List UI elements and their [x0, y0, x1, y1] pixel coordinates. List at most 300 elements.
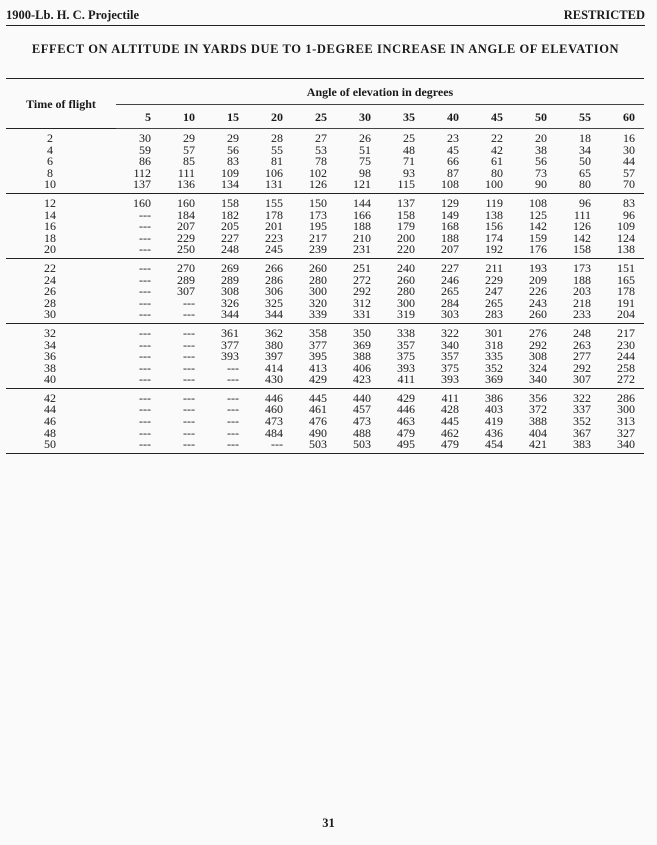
altitude-value-cell: 83: [600, 193, 644, 209]
altitude-value-cell: 191: [617, 295, 635, 310]
altitude-value-cell: 80: [579, 177, 591, 192]
angle-header-cell: 60: [600, 105, 644, 129]
altitude-value-cell: 231: [353, 242, 371, 257]
altitude-value-cell: 357: [397, 337, 415, 352]
altitude-value-cell: 65: [579, 165, 591, 180]
altitude-value-cell: 393: [441, 372, 459, 387]
altitude-value-cell: ---: [139, 402, 151, 417]
altitude-value-cell: 337: [573, 402, 591, 417]
altitude-value-cell: 223: [265, 230, 283, 245]
altitude-value-cell: 108: [512, 193, 556, 209]
altitude-value-cell: 93: [403, 165, 415, 180]
angle-header-cell: 10: [160, 105, 204, 129]
altitude-value-cell: 108: [441, 177, 459, 192]
altitude-value-cell: 411: [424, 388, 468, 404]
time-of-flight-cell: 26: [44, 284, 56, 299]
altitude-value-cell: 29: [160, 129, 204, 145]
altitude-value-cell: 111: [177, 165, 195, 180]
altitude-value-cell: 244: [617, 349, 635, 364]
angle-header-cell: 30: [336, 105, 380, 129]
altitude-value-cell: 195: [309, 219, 327, 234]
altitude-value-cell: ---: [227, 402, 239, 417]
altitude-value-cell: 303: [441, 307, 459, 322]
altitude-value-cell: 243: [529, 295, 547, 310]
altitude-value-cell: 276: [512, 323, 556, 339]
altitude-value-cell: 361: [204, 323, 248, 339]
altitude-value-cell: 178: [617, 284, 635, 299]
altitude-value-cell: 59: [139, 142, 151, 157]
altitude-value-cell: 461: [309, 402, 327, 417]
altitude-value-cell: 280: [309, 272, 327, 287]
altitude-value-cell: 300: [397, 295, 415, 310]
altitude-value-cell: 247: [485, 284, 503, 299]
altitude-value-cell: 27: [292, 129, 336, 145]
altitude-value-cell: 413: [309, 360, 327, 375]
altitude-value-cell: 289: [177, 272, 195, 287]
altitude-value-cell: 358: [292, 323, 336, 339]
altitude-value-cell: 188: [441, 230, 459, 245]
altitude-value-cell: 210: [353, 230, 371, 245]
altitude-value-cell: ---: [139, 372, 151, 387]
altitude-value-cell: 369: [353, 337, 371, 352]
altitude-value-cell: 111: [573, 207, 591, 222]
altitude-value-cell: 352: [485, 360, 503, 375]
altitude-value-cell: 57: [623, 165, 635, 180]
altitude-value-cell: 246: [441, 272, 459, 287]
altitude-value-cell: 423: [353, 372, 371, 387]
altitude-value-cell: ---: [116, 439, 160, 453]
altitude-value-cell: ---: [183, 307, 195, 322]
altitude-value-cell: ---: [139, 219, 151, 234]
altitude-value-cell: 188: [353, 219, 371, 234]
altitude-value-cell: 260: [397, 272, 415, 287]
altitude-value-cell: ---: [227, 360, 239, 375]
altitude-value-cell: 71: [403, 154, 415, 169]
altitude-value-cell: 272: [353, 272, 371, 287]
header-rule: [6, 25, 645, 26]
altitude-value-cell: 176: [529, 242, 547, 257]
time-of-flight-cell: 16: [44, 219, 56, 234]
altitude-value-cell: 457: [353, 402, 371, 417]
altitude-value-cell: 156: [485, 219, 503, 234]
altitude-value-cell: 173: [556, 258, 600, 274]
altitude-value-cell: 229: [485, 272, 503, 287]
altitude-value-cell: 397: [265, 349, 283, 364]
altitude-value-cell: 300: [309, 284, 327, 299]
altitude-value-cell: 325: [265, 295, 283, 310]
altitude-value-cell: 284: [441, 295, 459, 310]
altitude-value-cell: 66: [447, 154, 459, 169]
altitude-value-cell: 383: [556, 439, 600, 453]
altitude-value-cell: 86: [139, 154, 151, 169]
altitude-value-cell: 150: [292, 193, 336, 209]
altitude-value-cell: 350: [336, 323, 380, 339]
altitude-value-cell: 344: [221, 307, 239, 322]
altitude-value-cell: 96: [623, 207, 635, 222]
altitude-value-cell: 286: [600, 388, 644, 404]
altitude-value-cell: 265: [485, 295, 503, 310]
altitude-value-cell: 318: [485, 337, 503, 352]
altitude-value-cell: 404: [529, 425, 547, 440]
time-of-flight-cell: 6: [47, 154, 53, 169]
altitude-value-cell: 22: [468, 129, 512, 145]
altitude-value-cell: 473: [265, 414, 283, 429]
altitude-value-cell: 44: [623, 154, 635, 169]
altitude-value-cell: 98: [359, 165, 371, 180]
altitude-value-cell: ---: [227, 425, 239, 440]
altitude-value-cell: 30: [623, 142, 635, 157]
altitude-value-cell: 29: [204, 129, 248, 145]
altitude-value-cell: 28: [248, 129, 292, 145]
altitude-value-cell: 87: [447, 165, 459, 180]
altitude-value-cell: 109: [221, 165, 239, 180]
time-of-flight-cell: 2: [6, 129, 116, 145]
altitude-value-cell: 344: [265, 307, 283, 322]
altitude-value-cell: 272: [617, 372, 635, 387]
altitude-value-cell: 436: [485, 425, 503, 440]
altitude-value-cell: 454: [468, 439, 512, 453]
altitude-value-cell: ---: [183, 414, 195, 429]
altitude-value-cell: 393: [397, 360, 415, 375]
time-of-flight-cell: 4: [47, 142, 53, 157]
altitude-value-cell: 144: [336, 193, 380, 209]
altitude-value-cell: ---: [139, 307, 151, 322]
altitude-value-cell: 121: [353, 177, 371, 192]
time-of-flight-cell: 12: [6, 193, 116, 209]
time-of-flight-cell: 30: [44, 307, 56, 322]
altitude-value-cell: 200: [397, 230, 415, 245]
altitude-value-cell: ---: [248, 439, 292, 453]
altitude-value-cell: 220: [397, 242, 415, 257]
altitude-value-cell: 56: [535, 154, 547, 169]
altitude-value-cell: 184: [177, 207, 195, 222]
altitude-value-cell: 78: [315, 154, 327, 169]
altitude-value-cell: 428: [441, 402, 459, 417]
time-of-flight-cell: 32: [6, 323, 116, 339]
altitude-value-cell: 411: [397, 372, 415, 387]
time-of-flight-cell: 20: [44, 242, 56, 257]
altitude-value-cell: 414: [265, 360, 283, 375]
altitude-value-cell: ---: [139, 272, 151, 287]
altitude-value-cell: ---: [139, 337, 151, 352]
altitude-value-cell: ---: [183, 425, 195, 440]
altitude-value-cell: 393: [221, 349, 239, 364]
altitude-value-cell: 73: [535, 165, 547, 180]
altitude-value-cell: 160: [116, 193, 160, 209]
altitude-value-cell: 429: [309, 372, 327, 387]
altitude-value-cell: 339: [309, 307, 327, 322]
altitude-value-cell: 270: [160, 258, 204, 274]
altitude-value-cell: 440: [336, 388, 380, 404]
angle-header-cell: 35: [380, 105, 424, 129]
altitude-value-cell: 289: [221, 272, 239, 287]
altitude-value-cell: 168: [441, 219, 459, 234]
altitude-value-cell: 138: [617, 242, 635, 257]
altitude-value-cell: 248: [221, 242, 239, 257]
altitude-value-cell: 50: [579, 154, 591, 169]
altitude-value-cell: 109: [617, 219, 635, 234]
altitude-value-cell: 124: [617, 230, 635, 245]
altitude-value-cell: 178: [265, 207, 283, 222]
altitude-value-cell: ---: [139, 242, 151, 257]
altitude-value-cell: 53: [315, 142, 327, 157]
altitude-value-cell: 142: [529, 219, 547, 234]
altitude-value-cell: 331: [353, 307, 371, 322]
altitude-value-cell: 445: [292, 388, 336, 404]
altitude-value-cell: 308: [221, 284, 239, 299]
altitude-value-cell: ---: [139, 425, 151, 440]
altitude-value-cell: 20: [512, 129, 556, 145]
altitude-value-cell: 16: [600, 129, 644, 145]
altitude-value-cell: 292: [529, 337, 547, 352]
altitude-value-cell: 158: [204, 193, 248, 209]
altitude-value-cell: 460: [265, 402, 283, 417]
altitude-value-cell: 307: [177, 284, 195, 299]
altitude-value-cell: 174: [485, 230, 503, 245]
altitude-value-cell: 126: [309, 177, 327, 192]
altitude-value-cell: 131: [265, 177, 283, 192]
altitude-value-cell: 250: [177, 242, 195, 257]
altitude-value-cell: ---: [139, 360, 151, 375]
altitude-value-cell: 372: [529, 402, 547, 417]
altitude-value-cell: 158: [397, 207, 415, 222]
altitude-value-cell: 430: [265, 372, 283, 387]
altitude-value-cell: ---: [116, 258, 160, 274]
angle-header-cell: 5: [116, 105, 160, 129]
altitude-value-cell: 490: [309, 425, 327, 440]
altitude-value-cell: 324: [529, 360, 547, 375]
altitude-value-cell: 158: [573, 242, 591, 257]
time-of-flight-cell: 28: [44, 295, 56, 310]
altitude-value-cell: 23: [424, 129, 468, 145]
altitude-value-cell: ---: [139, 207, 151, 222]
altitude-value-cell: 395: [309, 349, 327, 364]
altitude-value-cell: 322: [424, 323, 468, 339]
altitude-value-cell: 300: [617, 402, 635, 417]
altitude-value-cell: 362: [248, 323, 292, 339]
altitude-value-cell: 266: [248, 258, 292, 274]
altitude-value-cell: ---: [139, 230, 151, 245]
altitude-value-cell: 55: [271, 142, 283, 157]
altitude-value-cell: ---: [183, 337, 195, 352]
altitude-value-cell: 96: [556, 193, 600, 209]
altitude-value-cell: 192: [485, 242, 503, 257]
altitude-value-cell: 479: [424, 439, 468, 453]
angle-header-cell: 25: [292, 105, 336, 129]
altitude-value-cell: 260: [529, 307, 547, 322]
altitude-value-cell: 446: [397, 402, 415, 417]
altitude-value-cell: 26: [336, 129, 380, 145]
time-of-flight-cell: 50: [6, 439, 116, 453]
page-header: [6, 8, 645, 23]
altitude-value-cell: 322: [556, 388, 600, 404]
altitude-value-cell: 137: [380, 193, 424, 209]
altitude-value-cell: 233: [573, 307, 591, 322]
altitude-value-cell: 306: [265, 284, 283, 299]
altitude-value-cell: 207: [177, 219, 195, 234]
classification-label: RESTRICTED: [563, 8, 645, 22]
altitude-value-cell: 260: [292, 258, 336, 274]
altitude-value-cell: 240: [380, 258, 424, 274]
time-of-flight-cell: 40: [44, 372, 56, 387]
altitude-value-cell: 403: [485, 402, 503, 417]
altitude-value-cell: 286: [265, 272, 283, 287]
altitude-value-cell: 136: [177, 177, 195, 192]
altitude-value-cell: 125: [529, 207, 547, 222]
altitude-value-cell: ---: [139, 295, 151, 310]
altitude-value-cell: 320: [309, 295, 327, 310]
altitude-value-cell: 292: [573, 360, 591, 375]
altitude-value-cell: 134: [221, 177, 239, 192]
table-row: [6, 374, 644, 388]
altitude-value-cell: ---: [183, 360, 195, 375]
altitude-value-cell: 30: [116, 129, 160, 145]
altitude-value-cell: 340: [441, 337, 459, 352]
altitude-value-cell: 357: [441, 349, 459, 364]
table-row: [6, 439, 644, 453]
altitude-value-cell: 484: [265, 425, 283, 440]
altitude-value-cell: 340: [529, 372, 547, 387]
altitude-value-cell: 218: [573, 295, 591, 310]
altitude-value-cell: 159: [529, 230, 547, 245]
altitude-value-cell: 56: [227, 142, 239, 157]
altitude-value-cell: 173: [309, 207, 327, 222]
time-of-flight-cell: 48: [44, 425, 56, 440]
altitude-value-cell: 263: [573, 337, 591, 352]
altitude-value-cell: 473: [353, 414, 371, 429]
altitude-value-cell: 149: [441, 207, 459, 222]
altitude-value-cell: 340: [600, 439, 644, 453]
altitude-value-cell: 160: [160, 193, 204, 209]
altitude-value-cell: 421: [512, 439, 556, 453]
altitude-value-cell: ---: [160, 388, 204, 404]
altitude-value-cell: 388: [529, 414, 547, 429]
altitude-value-cell: 479: [397, 425, 415, 440]
altitude-value-cell: 280: [397, 284, 415, 299]
altitude-value-cell: 503: [292, 439, 336, 453]
altitude-value-cell: 203: [573, 284, 591, 299]
altitude-value-cell: 301: [468, 323, 512, 339]
altitude-value-cell: ---: [160, 439, 204, 453]
altitude-value-cell: 406: [353, 360, 371, 375]
time-of-flight-header: Time of flight: [26, 96, 96, 111]
altitude-value-cell: 81: [271, 154, 283, 169]
altitude-value-cell: 70: [623, 177, 635, 192]
altitude-value-cell: 61: [491, 154, 503, 169]
altitude-value-cell: 307: [573, 372, 591, 387]
altitude-value-cell: 356: [512, 388, 556, 404]
altitude-value-cell: 137: [133, 177, 151, 192]
altitude-value-cell: 230: [617, 337, 635, 352]
altitude-value-cell: 369: [485, 372, 503, 387]
angle-header-cell: 20: [248, 105, 292, 129]
altitude-value-cell: 265: [441, 284, 459, 299]
altitude-table: [6, 78, 644, 454]
altitude-value-cell: 377: [309, 337, 327, 352]
altitude-value-cell: ---: [183, 349, 195, 364]
altitude-value-cell: 211: [468, 258, 512, 274]
time-of-flight-cell: 36: [44, 349, 56, 364]
angle-of-elevation-header: Angle of elevation in degrees: [116, 79, 644, 105]
altitude-value-cell: 248: [556, 323, 600, 339]
angle-header-cell: 15: [204, 105, 248, 129]
altitude-value-cell: 229: [177, 230, 195, 245]
altitude-value-cell: 182: [221, 207, 239, 222]
angle-header-cell: 50: [512, 105, 556, 129]
altitude-value-cell: 188: [573, 272, 591, 287]
altitude-value-cell: 227: [424, 258, 468, 274]
altitude-value-cell: 445: [441, 414, 459, 429]
altitude-value-cell: 115: [397, 177, 415, 192]
altitude-value-cell: 90: [535, 177, 547, 192]
altitude-value-cell: ---: [116, 388, 160, 404]
altitude-value-cell: 375: [441, 360, 459, 375]
altitude-value-cell: ---: [227, 414, 239, 429]
altitude-value-cell: 155: [248, 193, 292, 209]
altitude-value-cell: 100: [485, 177, 503, 192]
altitude-table-container: [6, 78, 644, 454]
page-number: 31: [322, 816, 335, 830]
altitude-value-cell: 217: [309, 230, 327, 245]
altitude-value-cell: 419: [485, 414, 503, 429]
altitude-value-cell: 201: [265, 219, 283, 234]
altitude-value-cell: 75: [359, 154, 371, 169]
altitude-value-cell: 119: [468, 193, 512, 209]
altitude-value-cell: ---: [204, 439, 248, 453]
altitude-value-cell: 312: [353, 295, 371, 310]
altitude-value-cell: 245: [265, 242, 283, 257]
altitude-value-cell: 179: [397, 219, 415, 234]
altitude-value-cell: ---: [227, 372, 239, 387]
altitude-value-cell: 25: [380, 129, 424, 145]
altitude-value-cell: 251: [336, 258, 380, 274]
altitude-value-cell: ---: [183, 402, 195, 417]
time-of-flight-cell: 46: [44, 414, 56, 429]
altitude-value-cell: ---: [204, 388, 248, 404]
altitude-value-cell: 269: [204, 258, 248, 274]
table-body: [6, 129, 644, 454]
altitude-value-cell: 277: [573, 349, 591, 364]
altitude-value-cell: ---: [183, 372, 195, 387]
angle-header-cell: 45: [468, 105, 512, 129]
altitude-value-cell: ---: [139, 284, 151, 299]
altitude-value-cell: 495: [380, 439, 424, 453]
altitude-value-cell: 85: [183, 154, 195, 169]
time-of-flight-cell: 42: [6, 388, 116, 404]
altitude-value-cell: 102: [309, 165, 327, 180]
altitude-value-cell: 209: [529, 272, 547, 287]
angle-header-cell: 55: [556, 105, 600, 129]
altitude-value-cell: 204: [617, 307, 635, 322]
altitude-value-cell: 488: [353, 425, 371, 440]
altitude-value-cell: 126: [573, 219, 591, 234]
altitude-value-cell: 226: [529, 284, 547, 299]
altitude-value-cell: 112: [133, 165, 151, 180]
altitude-value-cell: 503: [336, 439, 380, 453]
time-of-flight-cell: 44: [44, 402, 56, 417]
altitude-value-cell: ---: [116, 323, 160, 339]
altitude-value-cell: 205: [221, 219, 239, 234]
altitude-value-cell: 129: [424, 193, 468, 209]
altitude-value-cell: 151: [600, 258, 644, 274]
altitude-value-cell: 313: [617, 414, 635, 429]
angle-header-cell: 40: [424, 105, 468, 129]
altitude-value-cell: 367: [573, 425, 591, 440]
altitude-value-cell: 18: [556, 129, 600, 145]
altitude-value-cell: 375: [397, 349, 415, 364]
altitude-value-cell: 106: [265, 165, 283, 180]
altitude-value-cell: 292: [353, 284, 371, 299]
